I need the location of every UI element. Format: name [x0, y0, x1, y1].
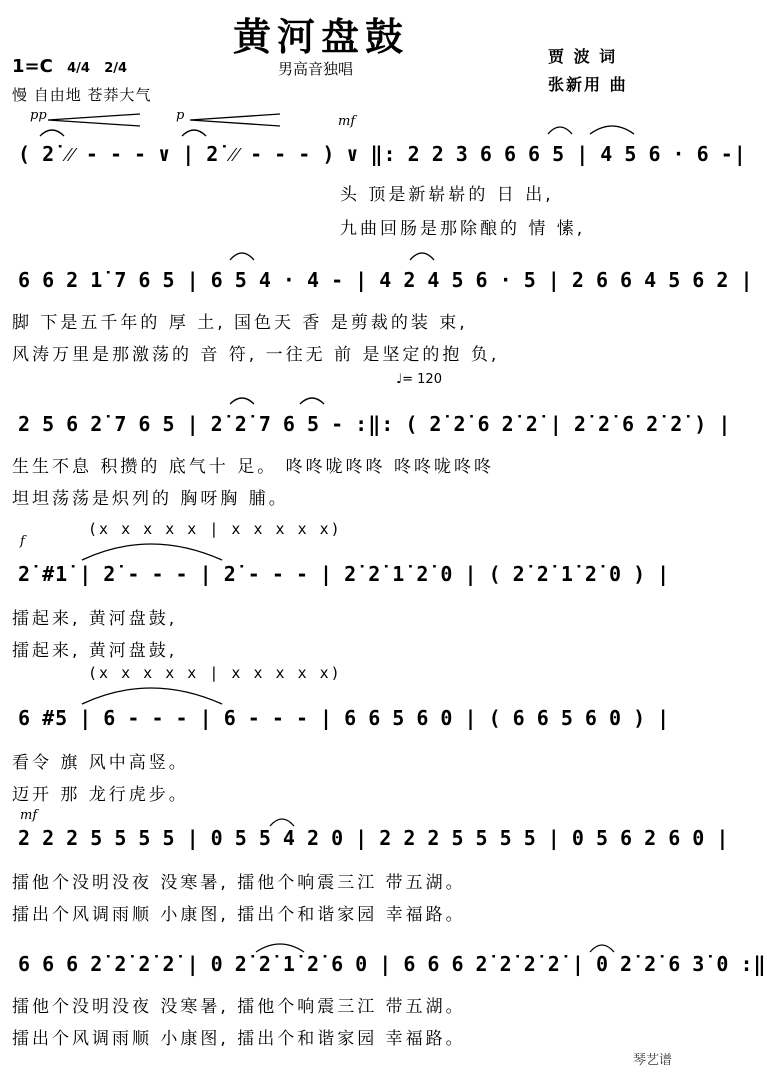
dynamic-p: p	[176, 108, 185, 123]
lyricist-credit: 贾 波 词	[548, 47, 618, 66]
notation-row-7: 6 6 6 2̇ 2̇ 2̇ 2̇ | 0 2̇ 2̇ 1̇ 2̇ 6 0 | 6 6 6 2̇ 2̇ 2̇ 2̇ | 0 2̇ 2̇ 6 3̇ 0 :‖	[18, 952, 767, 976]
tempo-instruction: 慢 自由地 苍莽大气	[12, 86, 152, 104]
lyric-row-7-verse-1: 擂他个没明没夜 没寒暑, 擂他个响震三江 带五湖。	[12, 997, 466, 1017]
slur-row-1-b	[590, 126, 634, 134]
key-label: 1=C	[12, 56, 53, 77]
crescendo-hairpin-2	[190, 114, 280, 126]
slur-row-6	[270, 819, 294, 826]
lyric-row-4-verse-1: 擂起来, 黄河盘鼓,	[12, 609, 178, 629]
lyric-row-1-verse-1: 头 顶是新崭崭的 日 出,	[340, 185, 554, 205]
percussion-row-5: (x x x x x | x x x x x)	[88, 664, 342, 682]
lyric-row-6-verse-2: 擂出个风调雨顺 小康图, 擂出个和谐家园 幸福路。	[12, 905, 466, 925]
dynamic-pp: pp	[30, 108, 47, 123]
lyric-row-3-verse-1: 生生不息 积攒的 底气十 足。 咚咚咙咚咚 咚咚咙咚咚	[12, 457, 495, 477]
fermata-row-3-b	[300, 398, 324, 404]
slur-row-7-a	[256, 944, 304, 952]
lyric-row-5-verse-1: 看令 旗 风中高竖。	[12, 753, 189, 773]
lyric-row-5-verse-2: 迈开 那 龙行虎步。	[12, 785, 189, 805]
lyric-row-7-verse-2: 擂出个风调雨顺 小康图, 擂出个和谐家园 幸福路。	[12, 1029, 466, 1049]
watermark-logo: 琴艺谱	[632, 1053, 672, 1068]
dynamic-mf: mf	[338, 114, 356, 129]
lyric-row-2-verse-1: 脚 下是五千年的 厚 土, 国色天 香 是剪裁的装 束,	[12, 313, 468, 333]
fermata-row-3-a	[230, 398, 254, 404]
notation-row-2: 6 6 2 1̇ 7 6 5 | 6 5 4 · 4 - | 4 2 4 5 6 · 5 | 2 6 6 4 5 6 2 |	[18, 268, 754, 292]
phrase-arc-row-5	[82, 688, 222, 704]
slur-row-2-a	[230, 253, 254, 260]
notation-row-3: 2 5 6 2̇ 7 6 5 | 2̇ 2̇ 7 6 5 - :‖: ( 2̇ 2̇ 6 2̇ 2̇ | 2̇ 2̇ 6 2̇ 2̇ ) |	[18, 412, 732, 436]
notation-row-1: ( 2̇ ⁄⁄ - - - ∨ | 2̇ ⁄⁄ - - - ) ∨ ‖: 2 2 3 6 6 6 5 | 4 5 6 · 6 -|	[18, 142, 747, 166]
performance-note: 男高音独唱	[278, 60, 354, 78]
lyric-row-4-verse-2: 擂起来, 黄河盘鼓,	[12, 641, 178, 661]
tempo-marking: ♩= 120	[396, 372, 442, 387]
lyric-row-1-verse-2: 九曲回肠是那除酿的 情 愫,	[340, 219, 586, 239]
phrase-arc-row-4	[82, 544, 222, 560]
crescendo-hairpin-1	[48, 114, 140, 126]
notation-row-5: 6 #5 | 6 - - - | 6 - - - | 6 6 5 6 0 | ( 6 6 5 6 0 ) |	[18, 706, 671, 730]
lyric-row-2-verse-2: 风涛万里是那激荡的 音 符, 一往无 前 是坚定的抱 负,	[12, 345, 500, 365]
notation-row-6: 2 2 2 5 5 5 5 | 0 5 5 4 2 0 | 2 2 2 5 5 5 5 | 0 5 6 2 6 0 |	[18, 826, 730, 850]
slur-row-1-a	[548, 127, 572, 134]
fermata-2	[182, 130, 206, 136]
slur-row-7-b	[590, 945, 614, 952]
dynamic-mf-2: mf	[20, 808, 38, 823]
dynamic-f: f	[20, 534, 25, 549]
lyric-row-3-verse-2: 坦坦荡荡是炽列的 胸呀胸 脯。	[12, 489, 289, 509]
composer-credit: 张新用 曲	[548, 75, 628, 94]
percussion-row-4: (x x x x x | x x x x x)	[88, 520, 342, 538]
page-title: 黄河盘鼓	[233, 15, 410, 59]
time-signature-a: 4/4	[67, 61, 90, 76]
notation-row-4: 2̇ #1̇ | 2̇ - - - | 2̇ - - - | 2̇ 2̇ 1̇ 2̇ 0 | ( 2̇ 2̇ 1̇ 2̇ 0 ) |	[18, 562, 671, 586]
slur-row-2-b	[410, 253, 434, 260]
time-signature-b: 2/4	[104, 61, 128, 76]
key-signature	[12, 56, 127, 77]
lyric-row-6-verse-1: 擂他个没明没夜 没寒暑, 擂他个响震三江 带五湖。	[12, 873, 466, 893]
fermata-1	[40, 130, 64, 136]
